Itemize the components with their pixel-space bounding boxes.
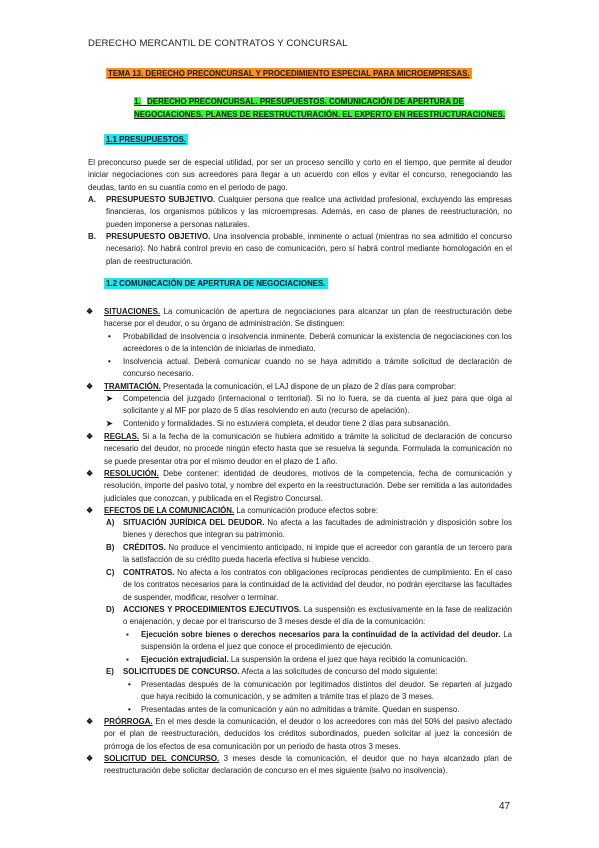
list-marker: E) bbox=[106, 667, 114, 676]
diamond-bullet-icon: ❖ bbox=[86, 506, 94, 515]
section-1-heading bbox=[134, 95, 514, 121]
document-header: DERECHO MERCANTIL DE CONTRATOS Y CONCURSAL bbox=[88, 38, 348, 49]
subheading-comunicacion: 1.2 COMUNICACIÓN DE APERTURA DE NEGOCIACIONES. bbox=[106, 279, 326, 288]
list-marker: C) bbox=[106, 568, 115, 577]
diamond-bullet-icon: ❖ bbox=[86, 717, 94, 726]
presupuesto-objetivo: PRESUPUESTO OBJETIVO. Una insolvencia probable, inminente o actual (mientras no sea admitido el concurso necesario). No habrá control previo en caso de comunicación, pero sí habrá control mediante homologación en el plan de reestructuración. bbox=[106, 232, 513, 266]
intro-paragraph: El preconcurso puede ser de especial utilidad, por ser un proceso sencillo y corto en el tiempo, que permite al deudor iniciar negociaciones con sus acreedores para llegar a un acuerdo con ellos y evitar el concurso, renegociando las deudas, tanto en su cuantía como en el periodo de pago. bbox=[88, 158, 512, 192]
situaciones-paragraph: SITUACIONES. La comunicación de apertura de negociaciones para alcanzar un plan de reestructuración debe hacerse por el deudor, o su órgano de administración. Se distinguen: bbox=[104, 307, 512, 329]
page-number: 47 bbox=[499, 801, 511, 812]
list-item: Insolvencia actual. Deberá comunicar cuando no se haya admitido a trámite solicitud de declaración de concurso necesario. bbox=[123, 357, 512, 379]
efectos-paragraph: EFECTOS DE LA COMUNICACIÓN. La comunicación produce efectos sobre: bbox=[104, 506, 379, 515]
list-item: Probabilidad de insolvencia o insolvencia inminente. Deberá comunicar la existencia de negociaciones con los acreedores o de la intención de iniciarlas de inmediato. bbox=[123, 332, 512, 354]
diamond-bullet-icon: ❖ bbox=[86, 432, 94, 441]
list-item: Presentadas antes de la comunicación y aún no admitidas a trámite. Quedan en suspenso. bbox=[141, 705, 460, 714]
list-marker: B) bbox=[106, 543, 115, 552]
arrow-bullet-icon: ➤ bbox=[106, 394, 113, 403]
solicitud-paragraph: SOLICITUD DEL CONCURSO. 3 meses desde la comunicación, el deudor que no haya alcanzado plan de reestructuración debe solicitar declaración de concurso en el mes siguiente (salvo no insolvencia). bbox=[104, 754, 513, 776]
diamond-bullet-icon: ❖ bbox=[86, 754, 94, 763]
efecto-creditos: CRÉDITOS. No produce el vencimiento anticipado, ni impide que el acreedor con garantía de un tercero para la satisfacción de su crédito pueda hacerla efectiva si hubiese vencido. bbox=[123, 543, 512, 565]
round-bullet-icon: • bbox=[128, 705, 131, 714]
topic-title: TEMA 13. DERECHO PRECONCURSAL Y PROCEDIMIENTO ESPECIAL PARA MICROEMPRESAS. bbox=[108, 69, 470, 78]
efecto-contratos: CONTRATOS. No afecta a los contratos con obligaciones recíprocas pendientes de cumplimiento. En el caso de los contratos necesarios para la continuidad de la actividad del deudor, no podrán ejercitarse las facultades de suspender, modificar, resolver o terminar. bbox=[123, 568, 512, 602]
square-bullet-icon: ▪ bbox=[126, 655, 129, 664]
efecto-situacion-juridica: SITUACIÓN JURÍDICA DEL DEUDOR. No afecta a las facultades de administración y disposición sobre los bienes y derechos que integran su patrimonio. bbox=[123, 518, 512, 540]
list-marker: A) bbox=[106, 518, 115, 527]
list-item: Presentadas después de la comunicación por legitimados distintos del deudor. Se reparten al juzgado que haya recibido la comunicación, y se admiten a trámite tras el plazo de 3 meses. bbox=[141, 680, 512, 702]
list-marker: D) bbox=[106, 605, 115, 614]
resolucion-paragraph: RESOLUCIÓN. Debe contener: identidad de deudores, motivos de la competencia, fecha de comunicación y resolución, importe del pasivo total, y nombre del experto en la reestructuración. Debe ser remitida a las autoridades judiciales que conozcan, y publicada en el Registro Concursal. bbox=[104, 469, 512, 503]
round-bullet-icon: • bbox=[108, 332, 111, 341]
square-bullet-icon: ▪ bbox=[126, 630, 129, 639]
list-marker: B. bbox=[88, 232, 96, 241]
tramitacion-paragraph: TRAMITACIÓN. Presentada la comunicación, el LAJ dispone de un plazo de 2 días para comprobar: bbox=[104, 382, 457, 391]
prorroga-paragraph: PRÓRROGA. En el mes desde la comunicación, el deudor o los acreedores con más del 50% del pasivo afectado por el plan de reestructuración, deducidos los créditos subordinados, pueden solicitar al juez la concesión de prórroga de los efectos de esa comunicación por un periodo de hasta otros 3 meses. bbox=[104, 717, 512, 751]
list-item: Ejecución sobre bienes o derechos necesarios para la continuidad de la actividad del deudor. La suspensión la ordena el juez que conoce el procedimiento de ejecución. bbox=[141, 630, 512, 652]
round-bullet-icon: • bbox=[128, 680, 131, 689]
list-item: Competencia del juzgado (internacional o territorial). Si no lo fuera, se da cuenta al juez para que oiga al solicitante y al MF por plazo de 5 días resolviendo en auto (recurso de apelación). bbox=[123, 394, 512, 416]
list-item: Ejecución extrajudicial. La suspensión la ordena el juez que haya recibido la comunicación. bbox=[141, 655, 468, 664]
subheading-presupuestos: 1.1 PRESUPUESTOS. bbox=[106, 135, 187, 144]
efecto-acciones: ACCIONES Y PROCEDIMIENTOS EJECUTIVOS. La suspensión es exclusivamente en la fase de realización o enajenación, y decae por el transcurso de 3 meses desde el día de la comunicación: bbox=[123, 605, 512, 627]
round-bullet-icon: • bbox=[108, 357, 111, 366]
list-item: Contenido y formalidades. Si no estuviera completa, el deudor tiene 2 días para subsanación. bbox=[123, 419, 451, 428]
arrow-bullet-icon: ➤ bbox=[106, 419, 113, 428]
section-1-title: DERECHO PRECONCURSAL. PRESUPUESTOS. COMUNICACIÓN DE APERTURA DE NEGOCIACIONES. PLANES DE REESTRUCTURACIÓN. EL EXPERTO EN REESTRUCTURACIONES. bbox=[134, 97, 506, 119]
section-1-number: 1. bbox=[134, 97, 141, 106]
diamond-bullet-icon: ❖ bbox=[86, 469, 94, 478]
diamond-bullet-icon: ❖ bbox=[86, 307, 94, 316]
list-marker: A. bbox=[88, 195, 96, 204]
reglas-paragraph: REGLAS. Si a la fecha de la comunicación se hubiera admitido a trámite la solicitud de declaración de concurso necesario del deudor, no procede ningún efecto hasta que se resuelva la segunda. Formulada la comunicación no se puede presentar otra por el mismo deudor en el plazo de 1 año. bbox=[104, 432, 512, 466]
efecto-solicitudes: SOLICITUDES DE CONCURSO. Afecta a las solicitudes de concurso del modo siguiente: bbox=[123, 667, 438, 676]
diamond-bullet-icon: ❖ bbox=[86, 382, 94, 391]
presupuesto-subjetivo: PRESUPUESTO SUBJETIVO. Cualquier persona que realice una actividad profesional, excluyendo las empresas financieras, los organismos públicos y las microempresas. Además, en caso de planes de reestructuración, no pueden imponerse a personas naturales. bbox=[106, 195, 512, 229]
